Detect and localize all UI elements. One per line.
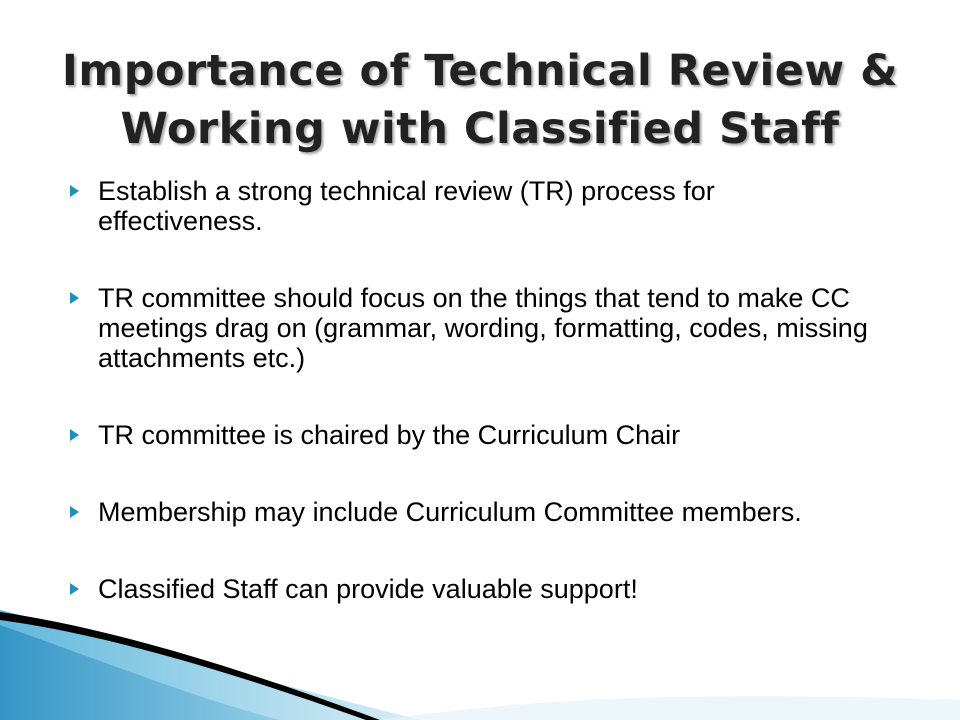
title-line-1: Importance of Technical Review & [61,46,899,96]
arrowhead-bullet-icon [70,583,79,595]
wave-mid-band [0,625,280,720]
list-item [70,283,870,373]
bullet-text: TR committee is chaired by the Curriculum Chair [98,420,681,450]
bullet-text: Establish a strong technical review (TR) process for effectiveness. [98,176,715,236]
arrowhead-bullet-icon [70,292,79,304]
bullet-text: TR committee should focus on the things that tend to make CC meetings drag on (grammar, wording, formatting, codes, missing attachments etc.) [98,283,868,373]
list-item [70,574,870,604]
list-item [70,176,870,236]
wave-pale-tail [380,696,960,720]
arrowhead-bullet-icon [70,429,79,441]
wave-light-band [0,610,420,720]
bullet-text: Classified Staff can provide valuable support! [98,574,638,604]
arrowhead-bullet-icon [70,185,79,197]
page-title [40,42,920,158]
bullet-text: Membership may include Curriculum Committee members. [98,497,802,527]
wave-dark-stroke [0,612,380,720]
arrowhead-bullet-icon [70,506,79,518]
bullet-list [70,176,870,604]
title-line-2: Working with Classified Staff [120,104,840,154]
list-item [70,497,870,527]
list-item [70,420,870,450]
